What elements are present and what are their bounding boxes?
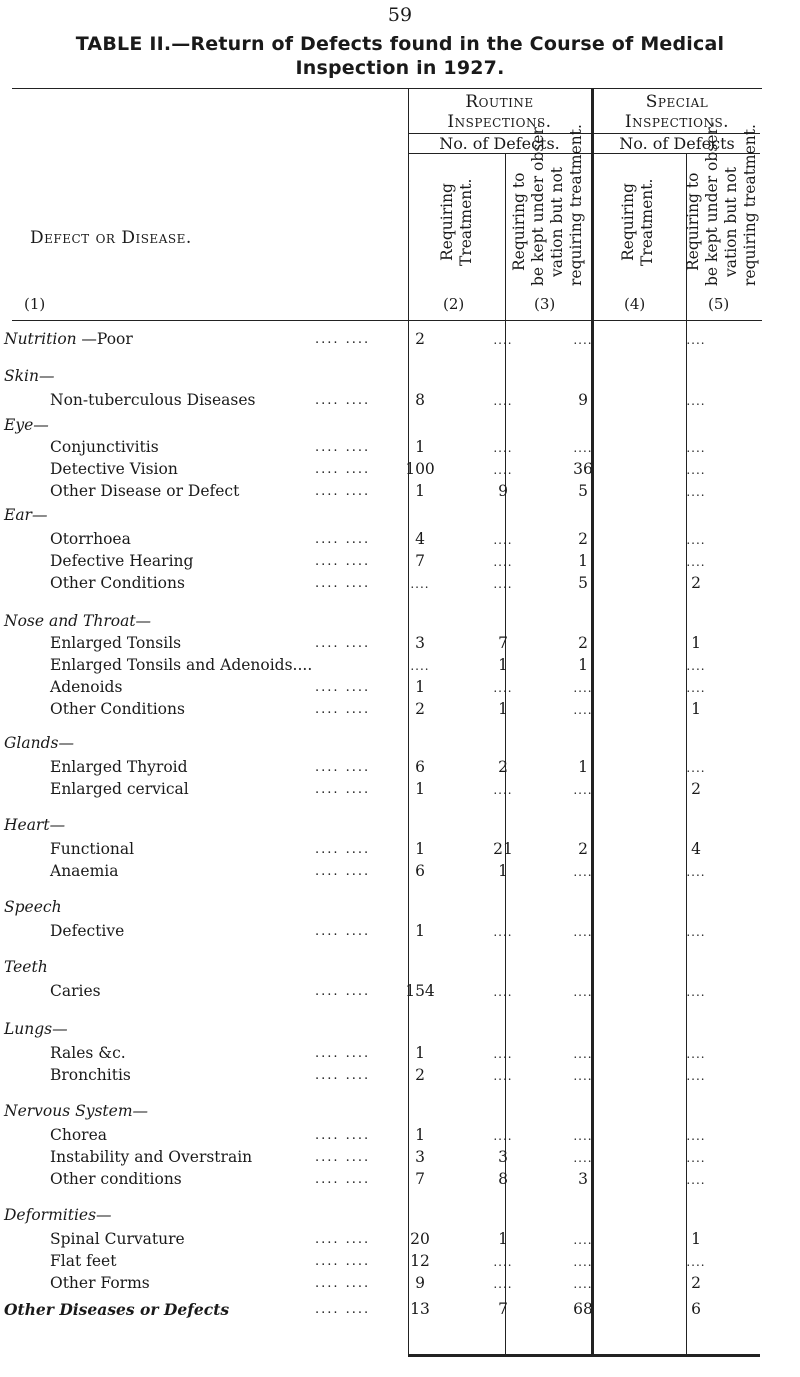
cell-c3: .... [493, 441, 513, 455]
dot-leader: .... .... [315, 864, 371, 879]
cell-c2: 1 [415, 840, 425, 858]
column-header-2 [438, 158, 476, 286]
cell-c3: .... [493, 333, 513, 347]
cell-c4: 5 [578, 574, 588, 592]
category-label: Deformities— [4, 1206, 112, 1224]
cell-c3: 1 [498, 862, 508, 880]
cell-c4: 1 [578, 552, 588, 570]
category-label: Ear— [4, 506, 48, 524]
dot-leader: .... .... [315, 636, 371, 651]
cell-c5: .... [686, 394, 706, 408]
dot-leader: .... .... [315, 332, 371, 347]
cell-c5: 2 [691, 780, 701, 798]
cell-c3: 2 [498, 758, 508, 776]
cell-c5: .... [686, 533, 706, 547]
cell-c3: .... [493, 1069, 513, 1083]
cell-c4: 5 [578, 482, 588, 500]
cell-c2: 1 [415, 438, 425, 456]
defect-column-header: Defect or Disease. [30, 228, 192, 248]
cell-c4: .... [573, 441, 593, 455]
category-label: Nutrition [4, 330, 77, 348]
dot-leader: .... .... [315, 440, 371, 455]
cell-c4: .... [573, 333, 593, 347]
header-bottom-rule [12, 320, 762, 321]
cell-c3: .... [493, 681, 513, 695]
row-label: Rales &c. [50, 1044, 126, 1062]
column-header-line: be kept under obser- [529, 121, 547, 286]
cell-c3: .... [493, 925, 513, 939]
cell-c2: 7 [415, 552, 425, 570]
cell-c5: .... [686, 463, 706, 477]
dot-leader: .... .... [315, 842, 371, 857]
row-label: Enlarged cervical [50, 780, 189, 798]
column-header-line: Requiring to [510, 172, 528, 272]
cell-c5: 1 [691, 700, 701, 718]
cell-c3: .... [493, 1129, 513, 1143]
cell-c3: 1 [498, 656, 508, 674]
category-label: Other Diseases or Defects [4, 1300, 230, 1319]
column-header-line: Requiring [619, 183, 637, 261]
dot-leader: .... .... [315, 1172, 371, 1187]
cell-c4: .... [573, 1047, 593, 1061]
cell-c3: .... [493, 1255, 513, 1269]
cell-c2: 1 [415, 922, 425, 940]
cell-c4: .... [573, 783, 593, 797]
dot-leader: .... .... [315, 554, 371, 569]
dot-leader: .... .... [315, 1046, 371, 1061]
header-top-rule [12, 88, 762, 89]
row-label: Spinal Curvature [50, 1230, 185, 1248]
column-header-line: Requiring [438, 183, 456, 261]
cell-c5: .... [686, 1069, 706, 1083]
dot-leader: .... .... [315, 1128, 371, 1143]
cell-c5: 2 [691, 574, 701, 592]
row-label: Detective Vision [50, 460, 178, 478]
cell-c2: 8 [415, 391, 425, 409]
cell-c2: 6 [415, 758, 425, 776]
cell-c5: .... [686, 1129, 706, 1143]
dot-leader: .... .... [315, 1276, 371, 1291]
cell-c3: .... [493, 783, 513, 797]
cell-c3: .... [493, 463, 513, 477]
cell-c5: .... [686, 555, 706, 569]
category-label: Speech [4, 898, 62, 916]
cell-c4: .... [573, 1233, 593, 1247]
cell-c2: 20 [410, 1230, 430, 1248]
cell-c3: .... [493, 577, 513, 591]
dot-leader: .... .... [315, 984, 371, 999]
cell-c5: 1 [691, 1230, 701, 1248]
cell-c5: .... [686, 485, 706, 499]
row-label: Enlarged Tonsils [50, 634, 182, 652]
column-header-5 [684, 121, 760, 286]
cell-c5: .... [686, 1173, 706, 1187]
table-title-line2: Inspection in 1927. [295, 57, 505, 79]
cell-c4: 3 [578, 1170, 588, 1188]
cell-c2: 1 [415, 780, 425, 798]
dot-leader: .... .... [315, 680, 371, 695]
column-number-5: (5) [708, 295, 730, 313]
cell-c2: 2 [415, 700, 425, 718]
row-label: Non-tuberculous Diseases [50, 391, 256, 409]
cell-c5: .... [686, 865, 706, 879]
cell-c3: 8 [498, 1170, 508, 1188]
column-number-4: (4) [624, 295, 646, 313]
dot-leader: .... .... [315, 1232, 371, 1247]
cell-c5: .... [686, 333, 706, 347]
cell-c3: .... [493, 1277, 513, 1291]
dot-leader: .... .... [315, 393, 371, 408]
category-label: Teeth [4, 958, 48, 976]
row-label: Instability and Overstrain [50, 1148, 253, 1166]
dot-leader: .... .... [315, 576, 371, 591]
column-header-3 [510, 121, 586, 286]
cell-c2: .... [410, 659, 430, 673]
cell-c3: 7 [498, 634, 508, 652]
row-label: Other conditions [50, 1170, 182, 1188]
column-header-line: be kept under obser- [703, 121, 721, 286]
routine-subheader: No. of Defects. [439, 134, 560, 153]
cell-c5: .... [686, 761, 706, 775]
column-header-line: Treatment. [638, 178, 656, 266]
cell-c2: 2 [415, 330, 425, 348]
cell-c2: 3 [415, 1148, 425, 1166]
row-label: Defective [50, 922, 125, 940]
cell-c3: 7 [498, 1300, 508, 1318]
cell-c4: .... [573, 1129, 593, 1143]
cell-c2: 154 [405, 982, 435, 1000]
col1-number: (1) [24, 295, 46, 313]
cell-c4: .... [573, 865, 593, 879]
row-label: Other Disease or Defect [50, 482, 240, 500]
row-label: Flat feet [50, 1252, 117, 1270]
cell-c4: 36 [573, 460, 593, 478]
dot-leader: .... .... [315, 1068, 371, 1083]
cell-c5: 4 [691, 840, 701, 858]
column-header-line: requiring treatment. [567, 124, 585, 286]
category-label: Heart— [4, 816, 66, 834]
column-number-3: (3) [534, 295, 556, 313]
category-label: Eye— [4, 416, 49, 434]
cell-c4: .... [573, 925, 593, 939]
cell-c4: .... [573, 681, 593, 695]
cell-c2: 7 [415, 1170, 425, 1188]
special-header-line2: Inspections. [624, 112, 730, 132]
special-header-line1: Special [645, 92, 709, 112]
cell-c2: 4 [415, 530, 425, 548]
cell-c5: 6 [691, 1300, 701, 1318]
cell-c4: 2 [578, 530, 588, 548]
dot-leader: .... .... [315, 782, 371, 797]
cell-c3: .... [493, 533, 513, 547]
category-label: Glands— [4, 734, 74, 752]
cell-c2: 13 [410, 1300, 430, 1318]
column-header-line: Requiring to [684, 172, 702, 272]
cell-c4: .... [573, 1069, 593, 1083]
dot-leader: .... .... [315, 532, 371, 547]
row-label: Enlarged Thyroid [50, 758, 188, 776]
cell-c5: 1 [691, 634, 701, 652]
cell-c4: 2 [578, 840, 588, 858]
dot-leader: .... .... [315, 1254, 371, 1269]
dot-leader: .... .... [315, 1302, 371, 1317]
cell-c4: .... [573, 1255, 593, 1269]
cell-c3: 3 [498, 1148, 508, 1166]
row-label: Other Conditions [50, 700, 185, 718]
cell-c3: 1 [498, 700, 508, 718]
dot-leader: .... .... [315, 1150, 371, 1165]
cell-c5: .... [686, 1047, 706, 1061]
page-number: 59 [387, 4, 413, 26]
cell-c2: 1 [415, 678, 425, 696]
table-bottom-rule [408, 1354, 760, 1357]
row-label: Enlarged Tonsils and Adenoids.... [50, 656, 313, 674]
row-label: Other Conditions [50, 574, 185, 592]
cell-c4: .... [573, 1151, 593, 1165]
cell-c2: .... [410, 577, 430, 591]
cell-c5: .... [686, 1151, 706, 1165]
cell-c2: 1 [415, 482, 425, 500]
cell-c2: 100 [405, 460, 435, 478]
cell-c4: .... [573, 985, 593, 999]
routine-header-line2: Inspections. [447, 112, 552, 132]
row-label: Conjunctivitis [50, 438, 159, 456]
column-header-line: Treatment. [457, 178, 475, 266]
row-label: —Poor [81, 330, 133, 348]
cell-c3: 21 [493, 840, 513, 858]
category-label: Skin— [4, 367, 55, 385]
row-label: Bronchitis [50, 1066, 131, 1084]
row-label: Otorrhoea [50, 530, 131, 548]
column-header-4 [619, 158, 657, 286]
cell-c2: 1 [415, 1044, 425, 1062]
row-label: Defective Hearing [50, 552, 194, 570]
cell-c3: 9 [498, 482, 508, 500]
table-title-line1: TABLE II.—Return of Defects found in the Course of Medical [75, 33, 725, 55]
cell-c2: 2 [415, 1066, 425, 1084]
cell-c5: .... [686, 681, 706, 695]
row-label: Caries [50, 982, 101, 1000]
cell-c4: 9 [578, 391, 588, 409]
special-subheader: No. of Defects [619, 134, 735, 153]
cell-c5: .... [686, 441, 706, 455]
cell-c3: .... [493, 985, 513, 999]
cell-c2: 9 [415, 1274, 425, 1292]
cell-c2: 12 [410, 1252, 430, 1270]
row-label: Functional [50, 840, 135, 858]
cell-c3: .... [493, 555, 513, 569]
cell-c4: 68 [573, 1300, 593, 1318]
row-label: Chorea [50, 1126, 107, 1144]
cell-c3: .... [493, 1047, 513, 1061]
cell-c5: .... [686, 925, 706, 939]
category-label: Nervous System— [4, 1102, 149, 1120]
category-label: Lungs— [4, 1020, 68, 1038]
cell-c4: .... [573, 1277, 593, 1291]
dot-leader: .... .... [315, 924, 371, 939]
cell-c2: 3 [415, 634, 425, 652]
cell-c5: 2 [691, 1274, 701, 1292]
dot-leader: .... .... [315, 484, 371, 499]
cell-c3: 1 [498, 1230, 508, 1248]
routine-header-line1: Routine [465, 92, 534, 112]
cell-c4: 1 [578, 758, 588, 776]
dot-leader: .... .... [315, 462, 371, 477]
column-header-line: vation but not [722, 166, 740, 278]
cell-c4: 1 [578, 656, 588, 674]
cell-c5: .... [686, 659, 706, 673]
cell-c5: .... [686, 985, 706, 999]
cell-c5: .... [686, 1255, 706, 1269]
row-label: Anaemia [50, 862, 119, 880]
row-label: Adenoids [50, 678, 123, 696]
category-label: Nose and Throat— [4, 612, 152, 630]
column-header-line: vation but not [548, 166, 566, 278]
cell-c3: .... [493, 394, 513, 408]
cell-c4: .... [573, 703, 593, 717]
cell-c4: 2 [578, 634, 588, 652]
column-header-line: requiring treatment. [741, 124, 759, 286]
cell-c2: 6 [415, 862, 425, 880]
dot-leader: .... .... [315, 702, 371, 717]
column-number-2: (2) [443, 295, 465, 313]
row-label: Other Forms [50, 1274, 150, 1292]
dot-leader: .... .... [315, 760, 371, 775]
cell-c2: 1 [415, 1126, 425, 1144]
